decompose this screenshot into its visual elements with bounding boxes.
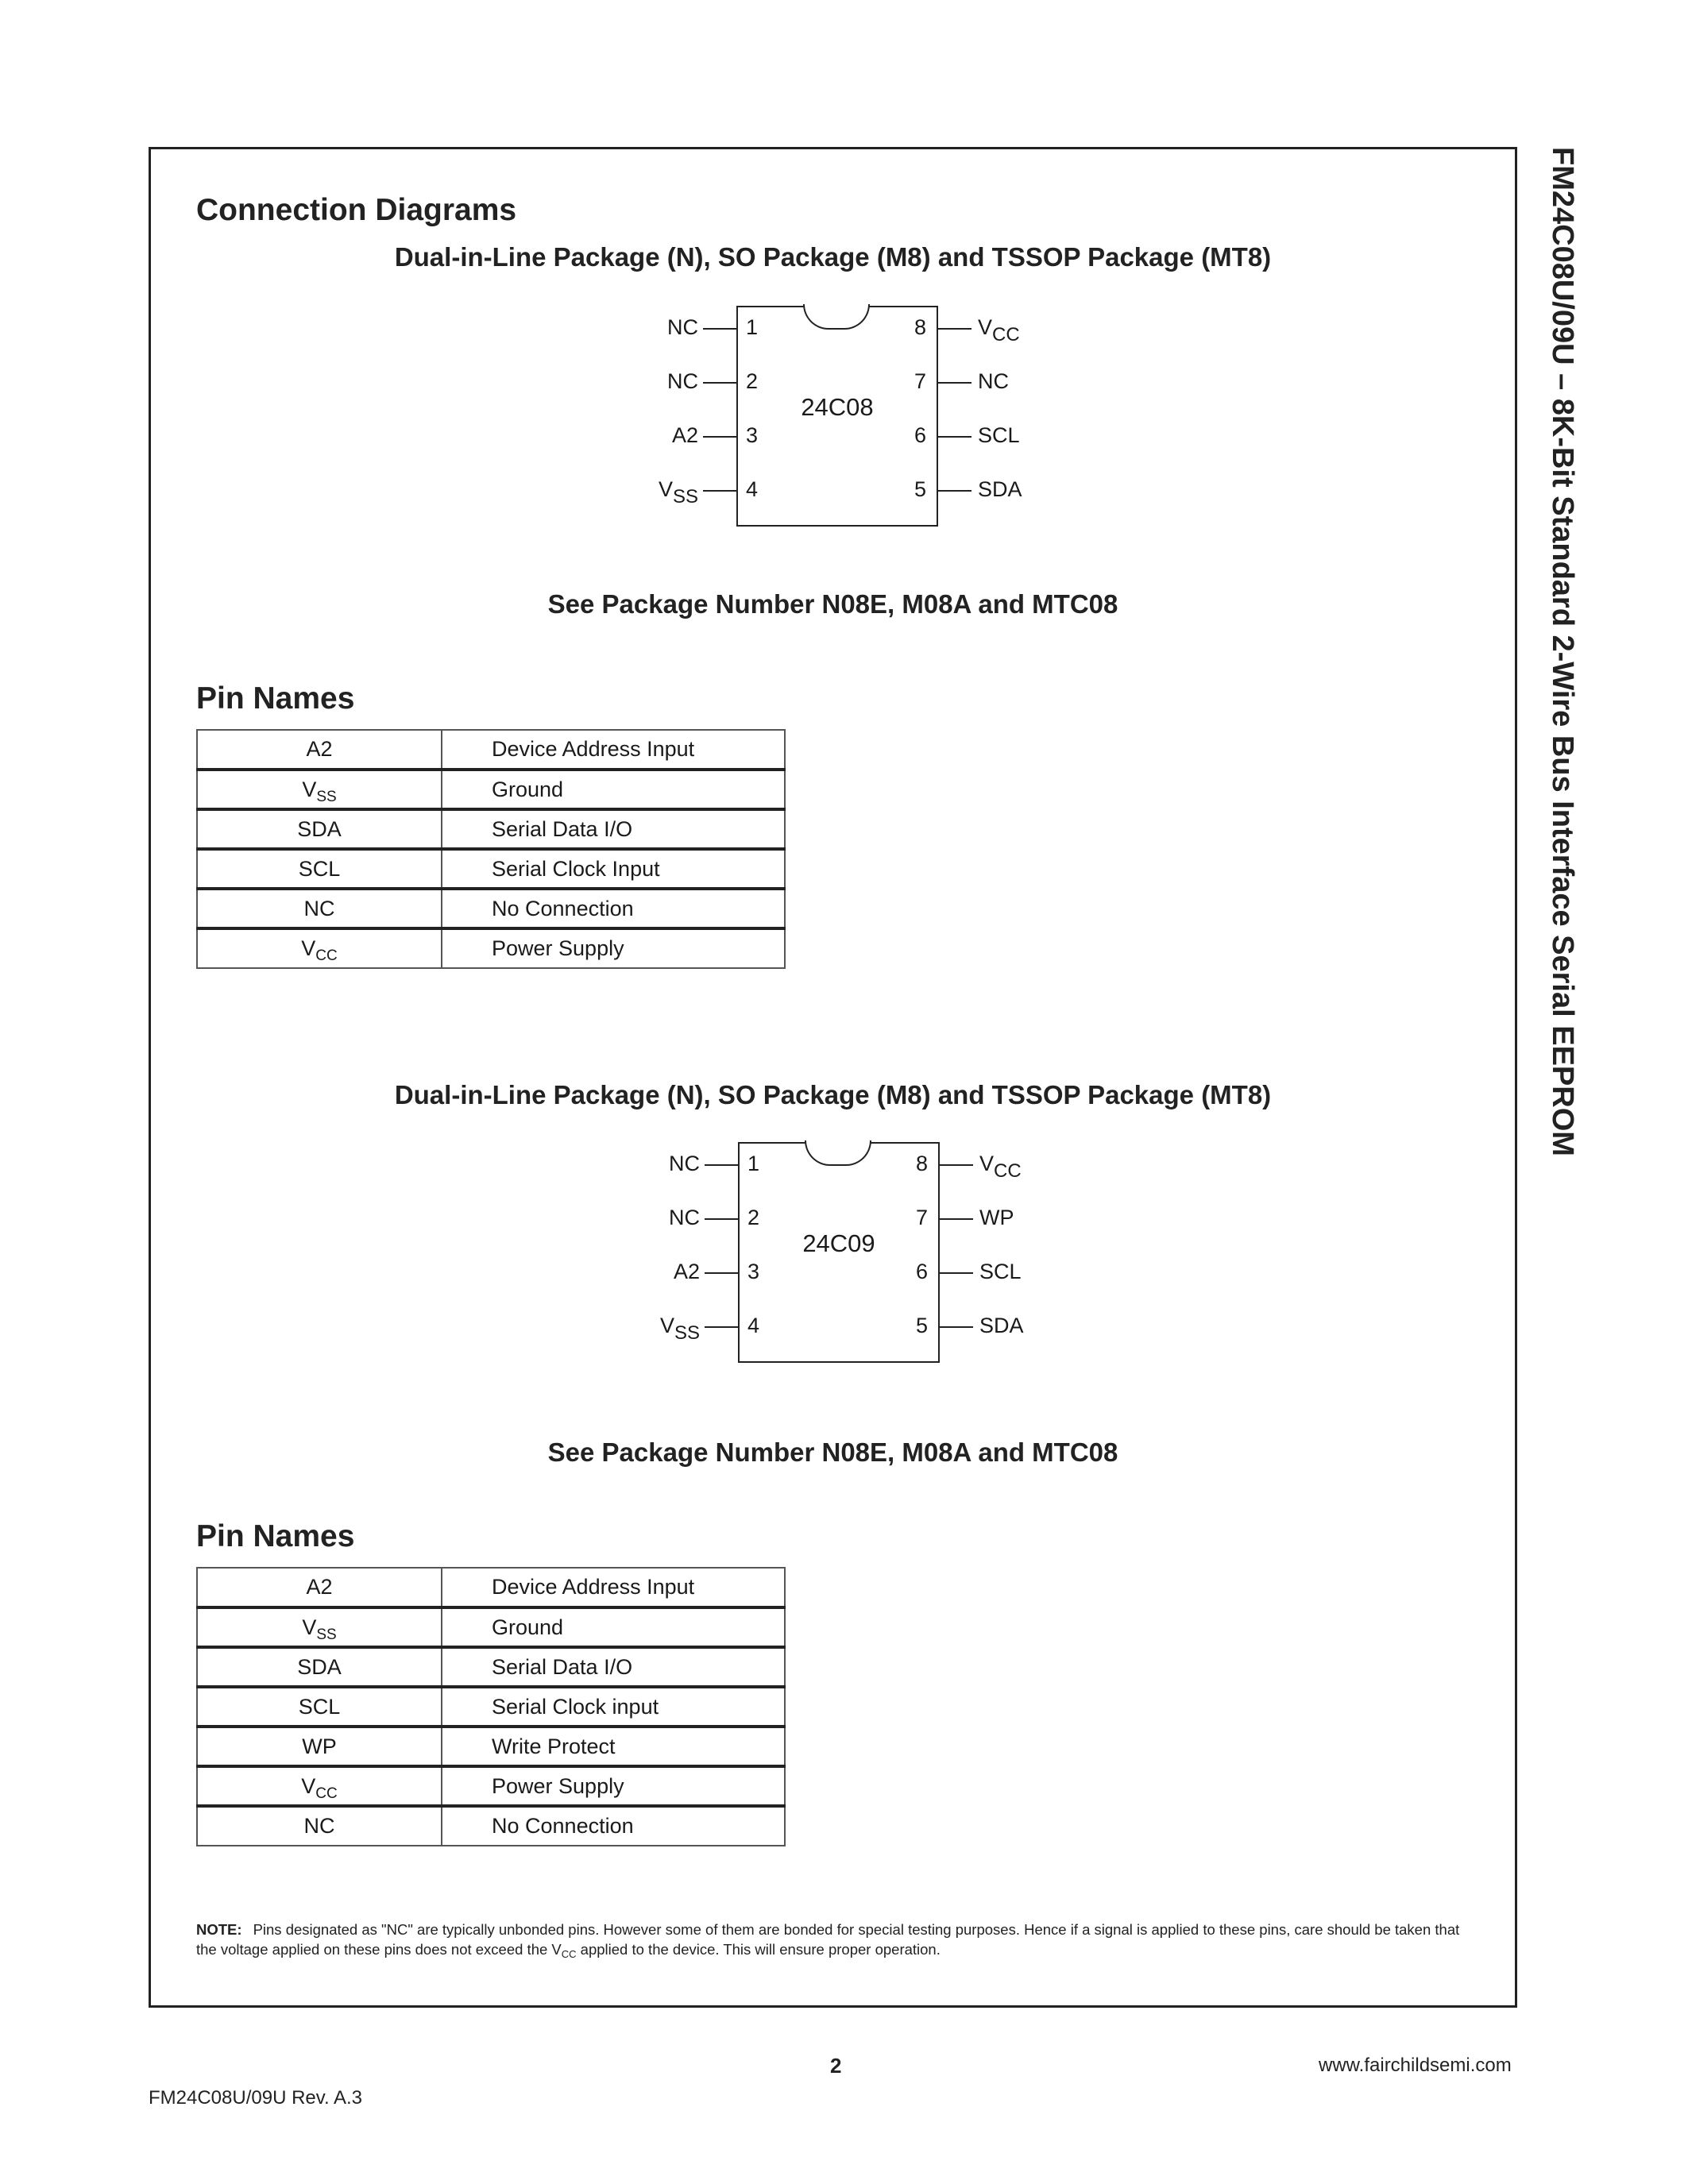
pin-line-right bbox=[940, 1326, 973, 1328]
pin-description-cell: Serial Data I/O bbox=[442, 1647, 785, 1687]
signal-text: NC bbox=[667, 369, 698, 393]
table-row bbox=[197, 1647, 785, 1687]
pin-signal-right bbox=[978, 315, 1020, 345]
pin-line-right bbox=[938, 328, 971, 330]
pin-name: V bbox=[301, 936, 316, 960]
pin-signal-left bbox=[611, 315, 698, 340]
pin-name: A2 bbox=[306, 737, 333, 761]
table-row bbox=[197, 1687, 785, 1727]
package-number-2: See Package Number N08E, M08A and MTC08 bbox=[547, 1437, 1118, 1467]
pin-name-subscript: SS bbox=[316, 1626, 337, 1643]
signal-subscript: CC bbox=[992, 324, 1020, 345]
package-title-1: Dual-in-Line Package (N), SO Package (M8) and TSSOP Package (MT8) bbox=[394, 242, 1272, 272]
pin-line-right bbox=[940, 1272, 973, 1274]
signal-text: NC bbox=[669, 1152, 700, 1175]
pin-name-cell bbox=[197, 849, 442, 889]
pin-line-left bbox=[703, 382, 736, 384]
table-row bbox=[197, 809, 785, 849]
signal-text: WP bbox=[979, 1206, 1014, 1229]
pin-name: NC bbox=[303, 896, 335, 920]
pin-name-cell bbox=[197, 1727, 442, 1766]
pin-number: 7 bbox=[916, 1206, 929, 1229]
table-row bbox=[197, 1727, 785, 1766]
pin-description-cell: Ground bbox=[442, 770, 785, 809]
pin-signal-left bbox=[612, 1152, 700, 1176]
signal-text: SDA bbox=[978, 477, 1022, 501]
signal-text: V bbox=[978, 315, 993, 339]
pin-line-left bbox=[703, 328, 736, 330]
pin-signal-right bbox=[978, 423, 1020, 448]
table-row bbox=[197, 928, 785, 968]
signal-text: V bbox=[979, 1152, 995, 1175]
signal-text: NC bbox=[669, 1206, 700, 1229]
pin-number: 3 bbox=[746, 423, 759, 447]
pin-number: 5 bbox=[916, 1314, 929, 1337]
table-row bbox=[197, 730, 785, 770]
pin-line-left bbox=[705, 1164, 738, 1166]
pin-name: V bbox=[301, 1773, 316, 1798]
note bbox=[196, 1920, 1475, 1959]
pin-number: 5 bbox=[914, 477, 927, 501]
signal-text: SCL bbox=[979, 1260, 1022, 1283]
package-number-1: See Package Number N08E, M08A and MTC08 bbox=[547, 589, 1118, 619]
pin-number: 6 bbox=[914, 423, 927, 447]
pin-description-cell: Power Supply bbox=[442, 1766, 785, 1806]
signal-subscript: CC bbox=[994, 1160, 1022, 1182]
pin-number: 1 bbox=[746, 315, 759, 339]
pin-name: SDA bbox=[297, 1654, 342, 1679]
pin-line-right bbox=[940, 1218, 973, 1220]
pin-number: 3 bbox=[747, 1260, 760, 1283]
pin-names-table-1 bbox=[196, 729, 786, 969]
pin-signal-right bbox=[979, 1206, 1014, 1230]
pin-names-table-2 bbox=[196, 1567, 786, 1846]
pin-number: 2 bbox=[746, 369, 759, 393]
pin-name: NC bbox=[303, 1814, 335, 1838]
pin-name-cell bbox=[197, 889, 442, 928]
pin-name-cell bbox=[197, 770, 442, 809]
pin-signal-right bbox=[978, 369, 1009, 394]
pin-names-title-2: Pin Names bbox=[196, 1519, 355, 1553]
pin-signal-right bbox=[979, 1314, 1024, 1338]
pin-signal-left bbox=[612, 1206, 700, 1230]
pin-description-cell: Serial Clock Input bbox=[442, 849, 785, 889]
signal-text: A2 bbox=[673, 1260, 700, 1283]
package-title-2: Dual-in-Line Package (N), SO Package (M8) and TSSOP Package (MT8) bbox=[394, 1080, 1272, 1109]
signal-subscript: SS bbox=[674, 1322, 700, 1344]
pin-line-left bbox=[703, 490, 736, 492]
section-title: Connection Diagrams bbox=[196, 193, 517, 227]
chip-name: 24C09 bbox=[802, 1229, 875, 1257]
pin-description-cell: No Connection bbox=[442, 889, 785, 928]
note-label: NOTE: bbox=[196, 1921, 242, 1938]
pin-line-left bbox=[705, 1218, 738, 1220]
pin-number: 8 bbox=[914, 315, 927, 339]
side-title: FM24C08U/09U – 8K-Bit Standard 2-Wire Bus Interface Serial EEPROM bbox=[1546, 147, 1579, 1156]
signal-text: NC bbox=[667, 315, 698, 339]
pin-line-right bbox=[940, 1164, 973, 1166]
pin-name-subscript: SS bbox=[316, 788, 337, 805]
pin-name-cell bbox=[197, 1687, 442, 1727]
footer-revision: FM24C08U/09U Rev. A.3 bbox=[149, 2087, 363, 2109]
note-sub: CC bbox=[561, 1948, 577, 1960]
pinout-diagram-24c09 bbox=[659, 1142, 1048, 1366]
pin-line-right bbox=[938, 490, 971, 492]
note-text-2: applied to the device. This will ensure proper operation. bbox=[576, 1941, 941, 1958]
table-row bbox=[197, 849, 785, 889]
pin-name-cell bbox=[197, 1766, 442, 1806]
pin-number: 2 bbox=[747, 1206, 760, 1229]
signal-text: V bbox=[658, 477, 673, 501]
pin-name-cell bbox=[197, 928, 442, 968]
pin-name: A2 bbox=[306, 1575, 333, 1599]
pin-number: 8 bbox=[916, 1152, 929, 1175]
table-row bbox=[197, 1568, 785, 1607]
pin-line-left bbox=[705, 1326, 738, 1328]
pin-line-right bbox=[938, 382, 971, 384]
signal-text: SCL bbox=[978, 423, 1020, 447]
pin-line-left bbox=[705, 1272, 738, 1274]
pin-name-cell bbox=[197, 1806, 442, 1846]
pin-name-cell bbox=[197, 1568, 442, 1607]
pin-description-cell: Ground bbox=[442, 1607, 785, 1647]
pin-signal-left bbox=[611, 369, 698, 394]
pin-signal-right bbox=[979, 1260, 1022, 1284]
pin-signal-left bbox=[611, 477, 698, 507]
pin-name-cell bbox=[197, 1647, 442, 1687]
signal-text: NC bbox=[978, 369, 1009, 393]
table-row bbox=[197, 889, 785, 928]
signal-text: SDA bbox=[979, 1314, 1024, 1337]
pin-description-cell: No Connection bbox=[442, 1806, 785, 1846]
page-number: 2 bbox=[830, 2054, 842, 2078]
pin-signal-right bbox=[978, 477, 1022, 502]
pin-name-subscript: CC bbox=[315, 947, 338, 964]
table-row bbox=[197, 1607, 785, 1647]
pin-name: SCL bbox=[298, 856, 341, 881]
footer-website[interactable]: www.fairchildsemi.com bbox=[1319, 2055, 1512, 2076]
pin-name: SDA bbox=[297, 816, 342, 841]
table-row bbox=[197, 770, 785, 809]
pin-signal-left bbox=[612, 1260, 700, 1284]
pin-name: WP bbox=[302, 1734, 337, 1758]
table-row bbox=[197, 1806, 785, 1846]
signal-text: V bbox=[659, 1314, 674, 1337]
pin-signal-left bbox=[611, 423, 698, 448]
pin-name-cell bbox=[197, 809, 442, 849]
signal-subscript: SS bbox=[672, 486, 698, 507]
pin-description-cell: Device Address Input bbox=[442, 1568, 785, 1607]
pin-names-title-1: Pin Names bbox=[196, 681, 355, 716]
pin-number: 1 bbox=[747, 1152, 760, 1175]
pinout-diagram-24c08 bbox=[658, 306, 1046, 530]
chip-name: 24C08 bbox=[801, 393, 874, 421]
pin-name: V bbox=[302, 1615, 317, 1639]
pin-line-right bbox=[938, 436, 971, 438]
pin-number: 4 bbox=[746, 477, 759, 501]
pin-description-cell: Serial Clock input bbox=[442, 1687, 785, 1727]
pin-description-cell: Serial Data I/O bbox=[442, 809, 785, 849]
pin-number: 7 bbox=[914, 369, 927, 393]
table-row bbox=[197, 1766, 785, 1806]
pin-description-cell: Write Protect bbox=[442, 1727, 785, 1766]
pin-name-cell bbox=[197, 1607, 442, 1647]
pin-name-cell bbox=[197, 730, 442, 770]
signal-text: A2 bbox=[671, 423, 698, 447]
pin-signal-left bbox=[612, 1314, 700, 1344]
pin-description-cell: Power Supply bbox=[442, 928, 785, 968]
pin-line-left bbox=[703, 436, 736, 438]
pin-name: SCL bbox=[298, 1694, 341, 1719]
pin-name: V bbox=[302, 777, 317, 801]
pin-number: 4 bbox=[747, 1314, 760, 1337]
pin-number: 6 bbox=[916, 1260, 929, 1283]
pin-name-subscript: CC bbox=[315, 1785, 338, 1802]
pin-description-cell: Device Address Input bbox=[442, 730, 785, 770]
note-text-1: Pins designated as "NC" are typically unbonded pins. However some of them are bonded for special testing purposes. Hence if a signal is applied to these pins, care should be taken that the voltage applied on these pins does not exceed the V bbox=[196, 1921, 1460, 1958]
pin-signal-right bbox=[979, 1152, 1022, 1182]
